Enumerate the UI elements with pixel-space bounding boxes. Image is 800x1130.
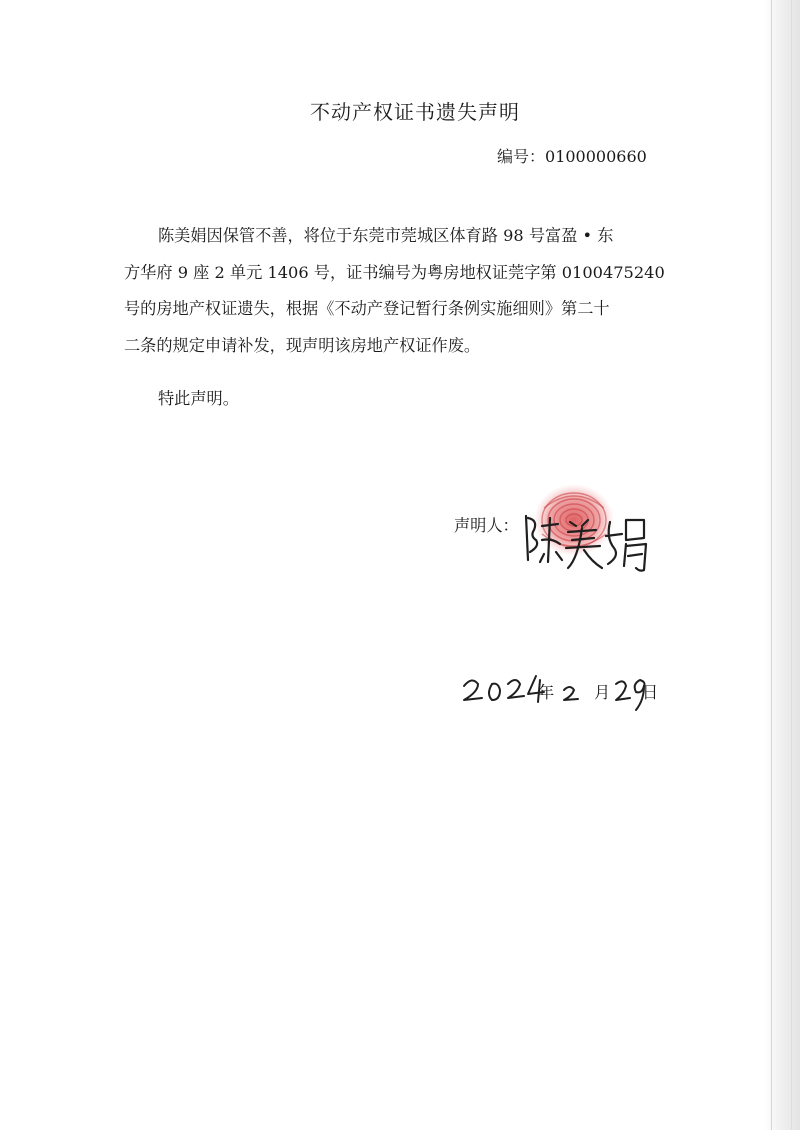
body-line: 二条的规定申请补发，现声明该房地产权证作废。 xyxy=(124,335,481,355)
date-block xyxy=(452,660,672,720)
scan-edge-line-outer xyxy=(791,0,792,1130)
document-number xyxy=(497,144,647,167)
body-line: 号的房地产权证遗失，根据《不动产登记暂行条例实施细则》第二十 xyxy=(124,299,610,318)
date-month-char: 月 xyxy=(594,683,611,702)
closing-statement: 特此声明。 xyxy=(158,389,239,408)
number-value: 0100000660 xyxy=(545,147,647,166)
signature-block xyxy=(512,478,662,588)
scan-edge-shadow xyxy=(764,0,800,1130)
scan-edge-line xyxy=(771,0,772,1130)
document-title: 不动产权证书遗失声明 xyxy=(310,100,520,124)
body-line: 方华府 9 座 2 单元 1406 号，证书编号为粤房地权证莞字第 0100475240 xyxy=(124,262,665,282)
fingerprint-icon xyxy=(534,484,614,556)
number-label: 编号： xyxy=(497,147,546,166)
date-day-char: 日 xyxy=(642,683,659,702)
signature-image xyxy=(512,478,662,588)
declarant-label: 声明人： xyxy=(454,516,519,535)
body-line: 陈美娟因保管不善，将位于东莞市莞城区体育路 98 号富盈 • 东 xyxy=(158,226,614,245)
date-year-char: 年 xyxy=(538,683,555,702)
statement-body xyxy=(124,218,714,364)
